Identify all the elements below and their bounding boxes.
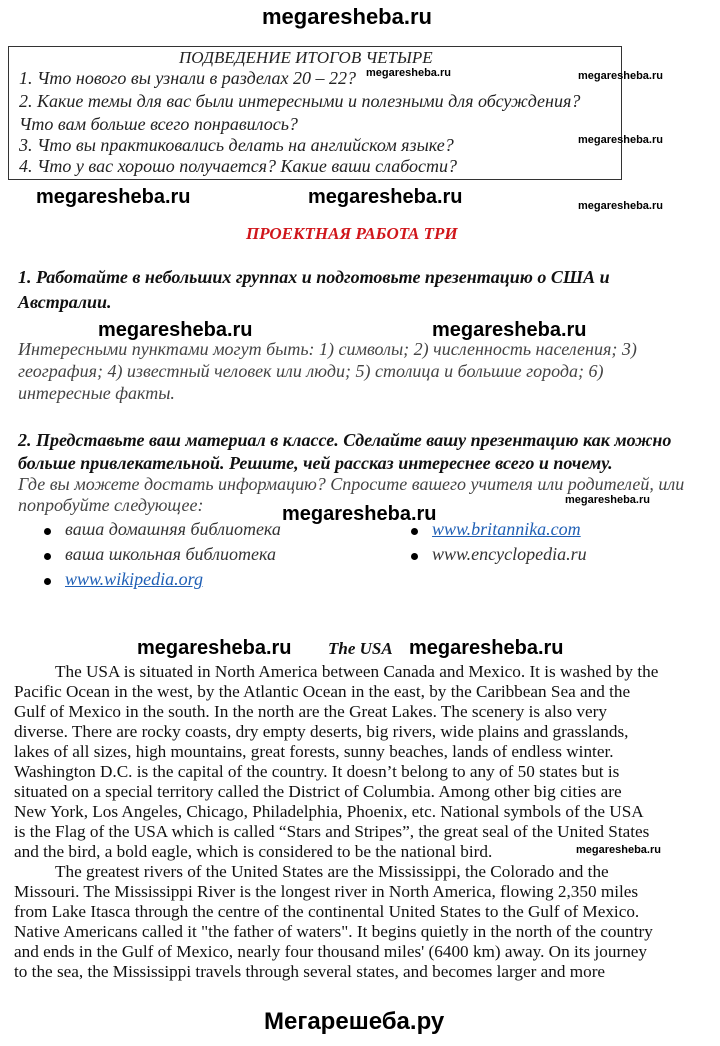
wikipedia-link[interactable]: www.wikipedia.org: [65, 569, 204, 589]
bullet-item: www.encyclopedia.ru: [432, 544, 587, 564]
task1-line: 1. Работайте в небольших группах и подготовьте презентацию о США и: [18, 267, 610, 287]
bullet-item: ваша школьная библиотека: [65, 544, 276, 564]
task1-line: Австралии.: [18, 292, 112, 312]
bullet-dot: [44, 553, 51, 560]
bullet-dot: [44, 578, 51, 585]
article-line: and ends in the Gulf of Mexico, nearly four thousand miles' (6400 km) away. On its journey: [14, 942, 648, 961]
watermark-small: megaresheba.ru: [578, 70, 663, 82]
sources-line: Где вы можете достать информацию? Спросите вашего учителя или родителей, или: [18, 474, 685, 494]
bullet-dot: [44, 528, 51, 535]
article-line: The greatest rivers of the United States are the Mississippi, the Colorado and the: [55, 862, 609, 881]
article-line: to the sea, the Mississippi travels through several states, and becomes larger and more: [14, 962, 606, 981]
watermark-mid: megaresheba.ru: [137, 637, 292, 659]
summary-line: 3. Что вы практиковались делать на английском языке?: [19, 135, 454, 155]
bullet-dot: [411, 528, 418, 535]
summary-line: 2. Какие темы для вас были интересными и полезными для обсуждения?: [19, 91, 581, 111]
article-line: The USA is situated in North America between Canada and Mexico. It is washed by the: [55, 662, 659, 681]
bullet-dot: [411, 553, 418, 560]
article-line: Pacific Ocean in the west, by the Atlantic Ocean in the east, by the Caribbean Sea and the: [14, 682, 631, 701]
summary-box: [8, 46, 622, 180]
points-line: география; 4) известный человек или люди; 5) столица и большие города; 6): [18, 361, 604, 381]
article-line: from Lake Itasca through the centre of the continental United States to the Gulf of Mexico.: [14, 902, 640, 921]
article-line: diverse. There are rocky coasts, dry empty deserts, big rivers, wide plains and grasslands,: [14, 722, 629, 741]
task2-line: 2. Представьте ваш материал в классе. Сделайте вашу презентацию как можно: [18, 430, 672, 450]
article-line: Native Americans called it "the father of waters". It begins quietly in the north of the country: [14, 922, 653, 941]
article-title: The USA: [328, 639, 393, 658]
article-line: Missouri. The Mississippi River is the longest river in North America, flowing 2,350 miles: [14, 882, 639, 901]
watermark-small: megaresheba.ru: [578, 200, 663, 212]
watermark-mid: megaresheba.ru: [282, 503, 437, 525]
article-line: and the bird, a bold eagle, which is considered to be the national bird.: [14, 842, 493, 861]
sources-line: попробуйте следующее:: [18, 495, 204, 515]
article-line: Gulf of Mexico in the south. In the north are the Great Lakes. The scenery is also very: [14, 702, 607, 721]
watermark-small: megaresheba.ru: [578, 134, 663, 146]
article-line: situated on a special territory called the District of Columbia. Among other big cities are: [14, 782, 622, 801]
watermark-small: megaresheba.ru: [565, 494, 650, 506]
watermark-top: megaresheba.ru: [262, 4, 432, 29]
britannika-link[interactable]: www.britannika.com: [432, 519, 581, 539]
watermark-small: megaresheba.ru: [576, 844, 661, 856]
watermark-mid: megaresheba.ru: [36, 186, 191, 208]
watermark-mid: megaresheba.ru: [308, 186, 463, 208]
watermark-mid: megaresheba.ru: [432, 319, 587, 341]
watermark-mid: megaresheba.ru: [409, 637, 564, 659]
points-line: Интересными пунктами могут быть: 1) символы; 2) численность населения; 3): [18, 339, 637, 359]
summary-line: Что вам больше всего понравилось?: [19, 114, 298, 134]
project-heading: ПРОЕКТНАЯ РАБОТА ТРИ: [246, 224, 458, 243]
summary-line: 1. Что нового вы узнали в разделах 20 – 22?: [19, 68, 357, 88]
summary-line: 4. Что у вас хорошо получается? Какие ваши слабости?: [19, 156, 458, 176]
bullet-item: ваша домашняя библиотека: [65, 519, 281, 539]
article-line: is the Flag of the USA which is called “Stars and Stripes”, the great seal of the United States: [14, 822, 650, 841]
task2-line: больше привлекательной. Решите, чей рассказ интереснее всего и почему.: [18, 453, 613, 473]
watermark-small: megaresheba.ru: [366, 67, 451, 79]
article-line: New York, Los Angeles, Chicago, Philadelphia, Phoenix, etc. National symbols of the USA: [14, 802, 644, 821]
summary-title: ПОДВЕДЕНИЕ ИТОГОВ ЧЕТЫРЕ: [179, 48, 433, 67]
watermark-bottom: Мегарешеба.ру: [264, 1008, 445, 1035]
article-line: Washington D.C. is the capital of the country. It doesn’t belong to any of 50 states but is: [14, 762, 620, 781]
points-line: интересные факты.: [18, 383, 175, 403]
watermark-mid: megaresheba.ru: [98, 319, 253, 341]
article-line: lakes of all sizes, high mountains, great forests, sunny beaches, lands of endless winter.: [14, 742, 614, 761]
